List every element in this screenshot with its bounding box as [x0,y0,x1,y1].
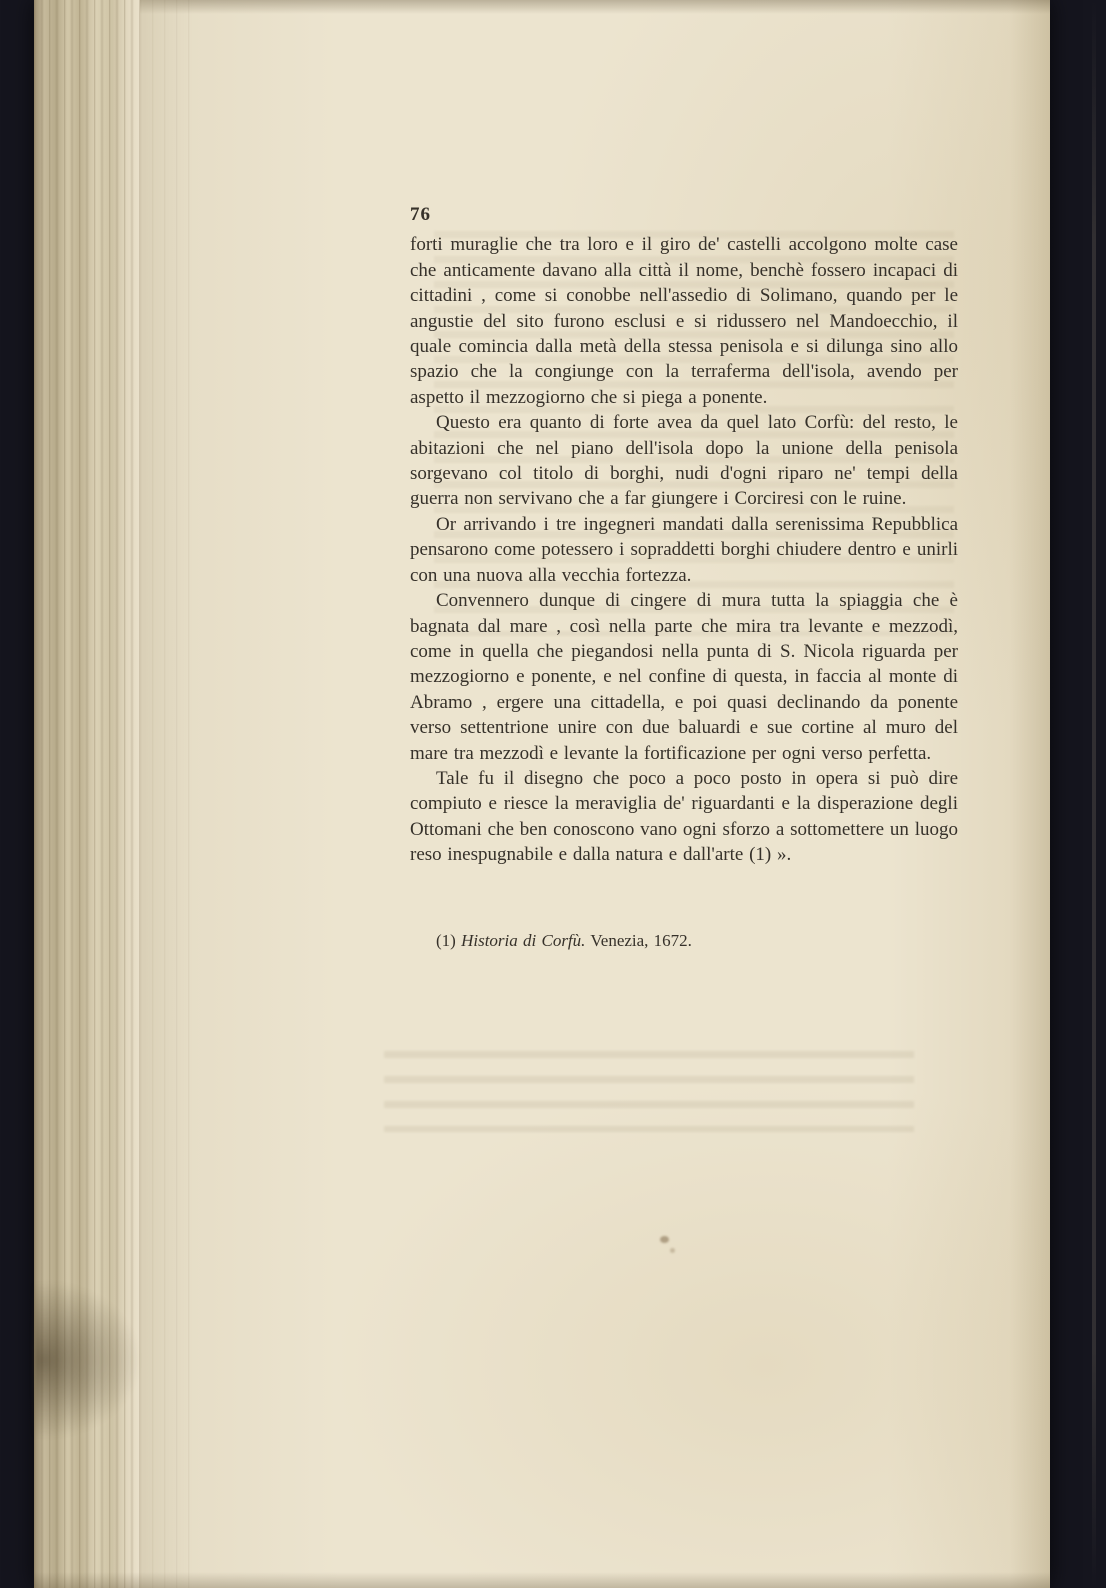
paragraph-2: Questo era quanto di forte avea da quel lato Corfù: del resto, le abitazioni che nel piano dell'isola dopo la unione della penisola sorgevano col titolo di borghi, nudi d'ogni riparo ne' tempi della guerra non servivano che a far giungere i Corciresi con le ruine. [410,412,958,510]
ink-bleedthrough-lower [384,1036,914,1132]
book-page [34,0,1050,1588]
page-corner-shadow [34,1270,154,1450]
paragraph-4: Convennero dunque di cingere di mura tutta la spiaggia che è bagnata dal mare , così nella parte che mira tra levante e mezzodì, come in quella che piegandosi nella punta di S. Nicola riguarda per mezzogiorno e ponente, e nel confine di questa, in faccia al monte di Abramo , ergere una cittadella, e poi quasi declinando da ponente verso settentrione unire con due baluardi e sue cortine al muro del mare tra mezzodì e levante la fortificazione per ogni verso perfetta. [410,590,958,764]
footnote-work-title: Historia di Corfù. [461,930,586,950]
paper-stain [660,1236,669,1243]
page-number: 76 [410,204,431,225]
footnote-marker: (1) [436,930,456,950]
book-fore-edge-highlight [1092,0,1096,1588]
paragraph-3: Or arrivando i tre ingegneri mandati dalla serenissima Repubblica pensarono come potessero i sopraddetti borghi chiudere dentro e unirli con una nuova alla vecchia fortezza. [410,513,958,586]
footnote [410,930,958,952]
page-text-block [410,202,958,952]
paragraph-1: forti muraglie che tra loro e il giro de' castelli accolgono molte case che anticamente davano alla città il nome, benchè fossero incapaci di cittadini , come si conobbe nell'assedio di Solimano, quando per le angustie del sito furono esclusi e si ridussero nel Mandoecchio, il quale comincia dalla metà della stessa penisola e si dilunga sino allo spazio che la congiunge con la terraferma dell'isola, avendo per aspetto il mezzogiorno che si piega a ponente. [410,234,958,408]
paragraph-5: Tale fu il disegno che poco a poco posto in opera si può dire compiuto e riesce la meraviglia de' riguardanti e la disperazione degli Ottomani che ben conoscono vano ogni sforzo a sottomettere un luogo reso inespugnabile e dalla natura e dall'arte (1) ». [410,767,958,866]
footnote-publication: Venezia, 1672. [590,930,692,950]
paper-stain [670,1248,675,1253]
